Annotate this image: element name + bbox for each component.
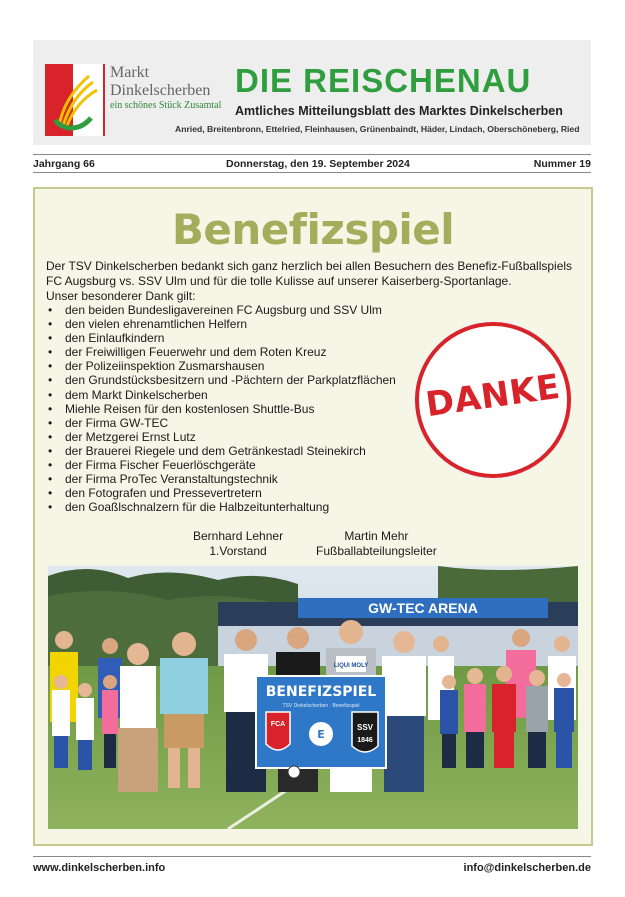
list-item: • dem Markt Dinkelscherben [46, 388, 466, 402]
list-item: • der Polizeiinspektion Zusmarshausen [46, 359, 466, 373]
logo-tagline: ein schönes Stück Zusamtal [110, 100, 222, 111]
list-item: • der Firma Fischer Feuerlöschgeräte [46, 458, 466, 472]
signature-football-head [316, 529, 437, 559]
arena-sign-text: GW-TEC ARENA [368, 600, 478, 616]
footer-website[interactable]: www.dinkelscherben.info [33, 862, 166, 874]
list-item: • der Firma ProTec Veranstaltungstechnik [46, 472, 466, 486]
municipality-logo-icon [45, 64, 105, 136]
issue-info-bar [33, 155, 591, 171]
intro-line: Der TSV Dinkelscherben bedankt sich ganz herzlich bei allen Besuchern des Benefiz-Fußballspiels [46, 259, 573, 273]
team-photo-illustration [48, 566, 578, 829]
list-item: • der Firma GW-TEC [46, 416, 466, 430]
district-list: Anried, Breitenbronn, Ettelried, Fleinhausen, Grünenbaindt, Häder, Lindach, Oberschöneberg, Ried [175, 124, 580, 134]
list-item: • Miehle Reisen für den kostenlosen Shuttle-Bus [46, 402, 466, 416]
footer-divider [33, 856, 591, 857]
list-item: • den Goaßlschnalzern für die Halbzeitunterhaltung [46, 500, 466, 514]
list-item: • der Freiwilligen Feuerwehr und dem Roten Kreuz [46, 345, 466, 359]
list-item: • der Metzgerei Ernst Lutz [46, 430, 466, 444]
ssv-crest-text: SSV [356, 723, 374, 732]
signer-name: Bernhard Lehner [193, 529, 284, 543]
signer-role: 1.Vorstand [209, 544, 267, 558]
list-item: • den Grundstücksbesitzern und -Pächtern der Parkplatzflächen [46, 373, 466, 387]
team-photo [48, 566, 578, 829]
signer-name: Martin Mehr [344, 529, 409, 543]
fca-crest-icon [266, 712, 290, 750]
shirt-sponsor-text: LIQUI MOLY [333, 663, 369, 669]
list-item: • den Einlaufkindern [46, 331, 466, 345]
footer-email[interactable]: info@dinkelscherben.de [463, 862, 591, 874]
logo-line-2: Dinkelscherben [110, 82, 211, 99]
list-item: • den vielen ehrenamtlichen Helfern [46, 317, 466, 331]
logo-wordmark [110, 64, 221, 112]
masthead [33, 40, 591, 145]
intro-line: FC Augsburg vs. SSV Ulm und für die tolle Kulisse auf unserer Kaiserberg-Sportanlage. [46, 274, 512, 288]
article-intro [46, 259, 586, 304]
banner-title: BENEFIZSPIEL [265, 684, 377, 700]
football-icon [288, 766, 300, 778]
article-frame [33, 187, 593, 846]
newspaper-subtitle: Amtliches Mitteilungsblatt des Marktes Dinkelscherben [235, 104, 563, 118]
intro-line: Unser besonderer Dank gilt: [46, 289, 196, 303]
danke-stamp-text: DANKE [423, 366, 563, 426]
danke-stamp [415, 322, 571, 478]
signature-chairman [193, 529, 283, 559]
info-divider [33, 172, 591, 173]
issue-date: Donnerstag, den 19. September 2024 [226, 158, 410, 170]
logo-line-1: Markt [110, 64, 150, 81]
thanks-list [46, 303, 466, 514]
fca-crest-text: FCA [270, 721, 286, 728]
list-item: • der Brauerei Riegele und dem Getränkestadl Steinekirch [46, 444, 466, 458]
signer-role: Fußballabteilungsleiter [316, 544, 437, 558]
ssv-crest-year: 1846 [357, 737, 373, 744]
article-headline: Benefizspiel [171, 205, 455, 254]
list-item: • den beiden Bundesligavereinen FC Augsburg und SSV Ulm [46, 303, 466, 317]
list-item: • den Fotografen und Pressevertretern [46, 486, 466, 500]
svg-text:E: E [317, 728, 325, 741]
benefit-banner [256, 676, 386, 768]
banner-subtitle: TSV Dinkelscherben · Benefizspiel [282, 703, 360, 709]
issue-volume: Jahrgang 66 [33, 158, 95, 170]
issue-number: Nummer 19 [533, 158, 591, 170]
ssv-crest-icon [352, 712, 378, 752]
newspaper-title: DIE REISCHENAU [235, 62, 532, 99]
